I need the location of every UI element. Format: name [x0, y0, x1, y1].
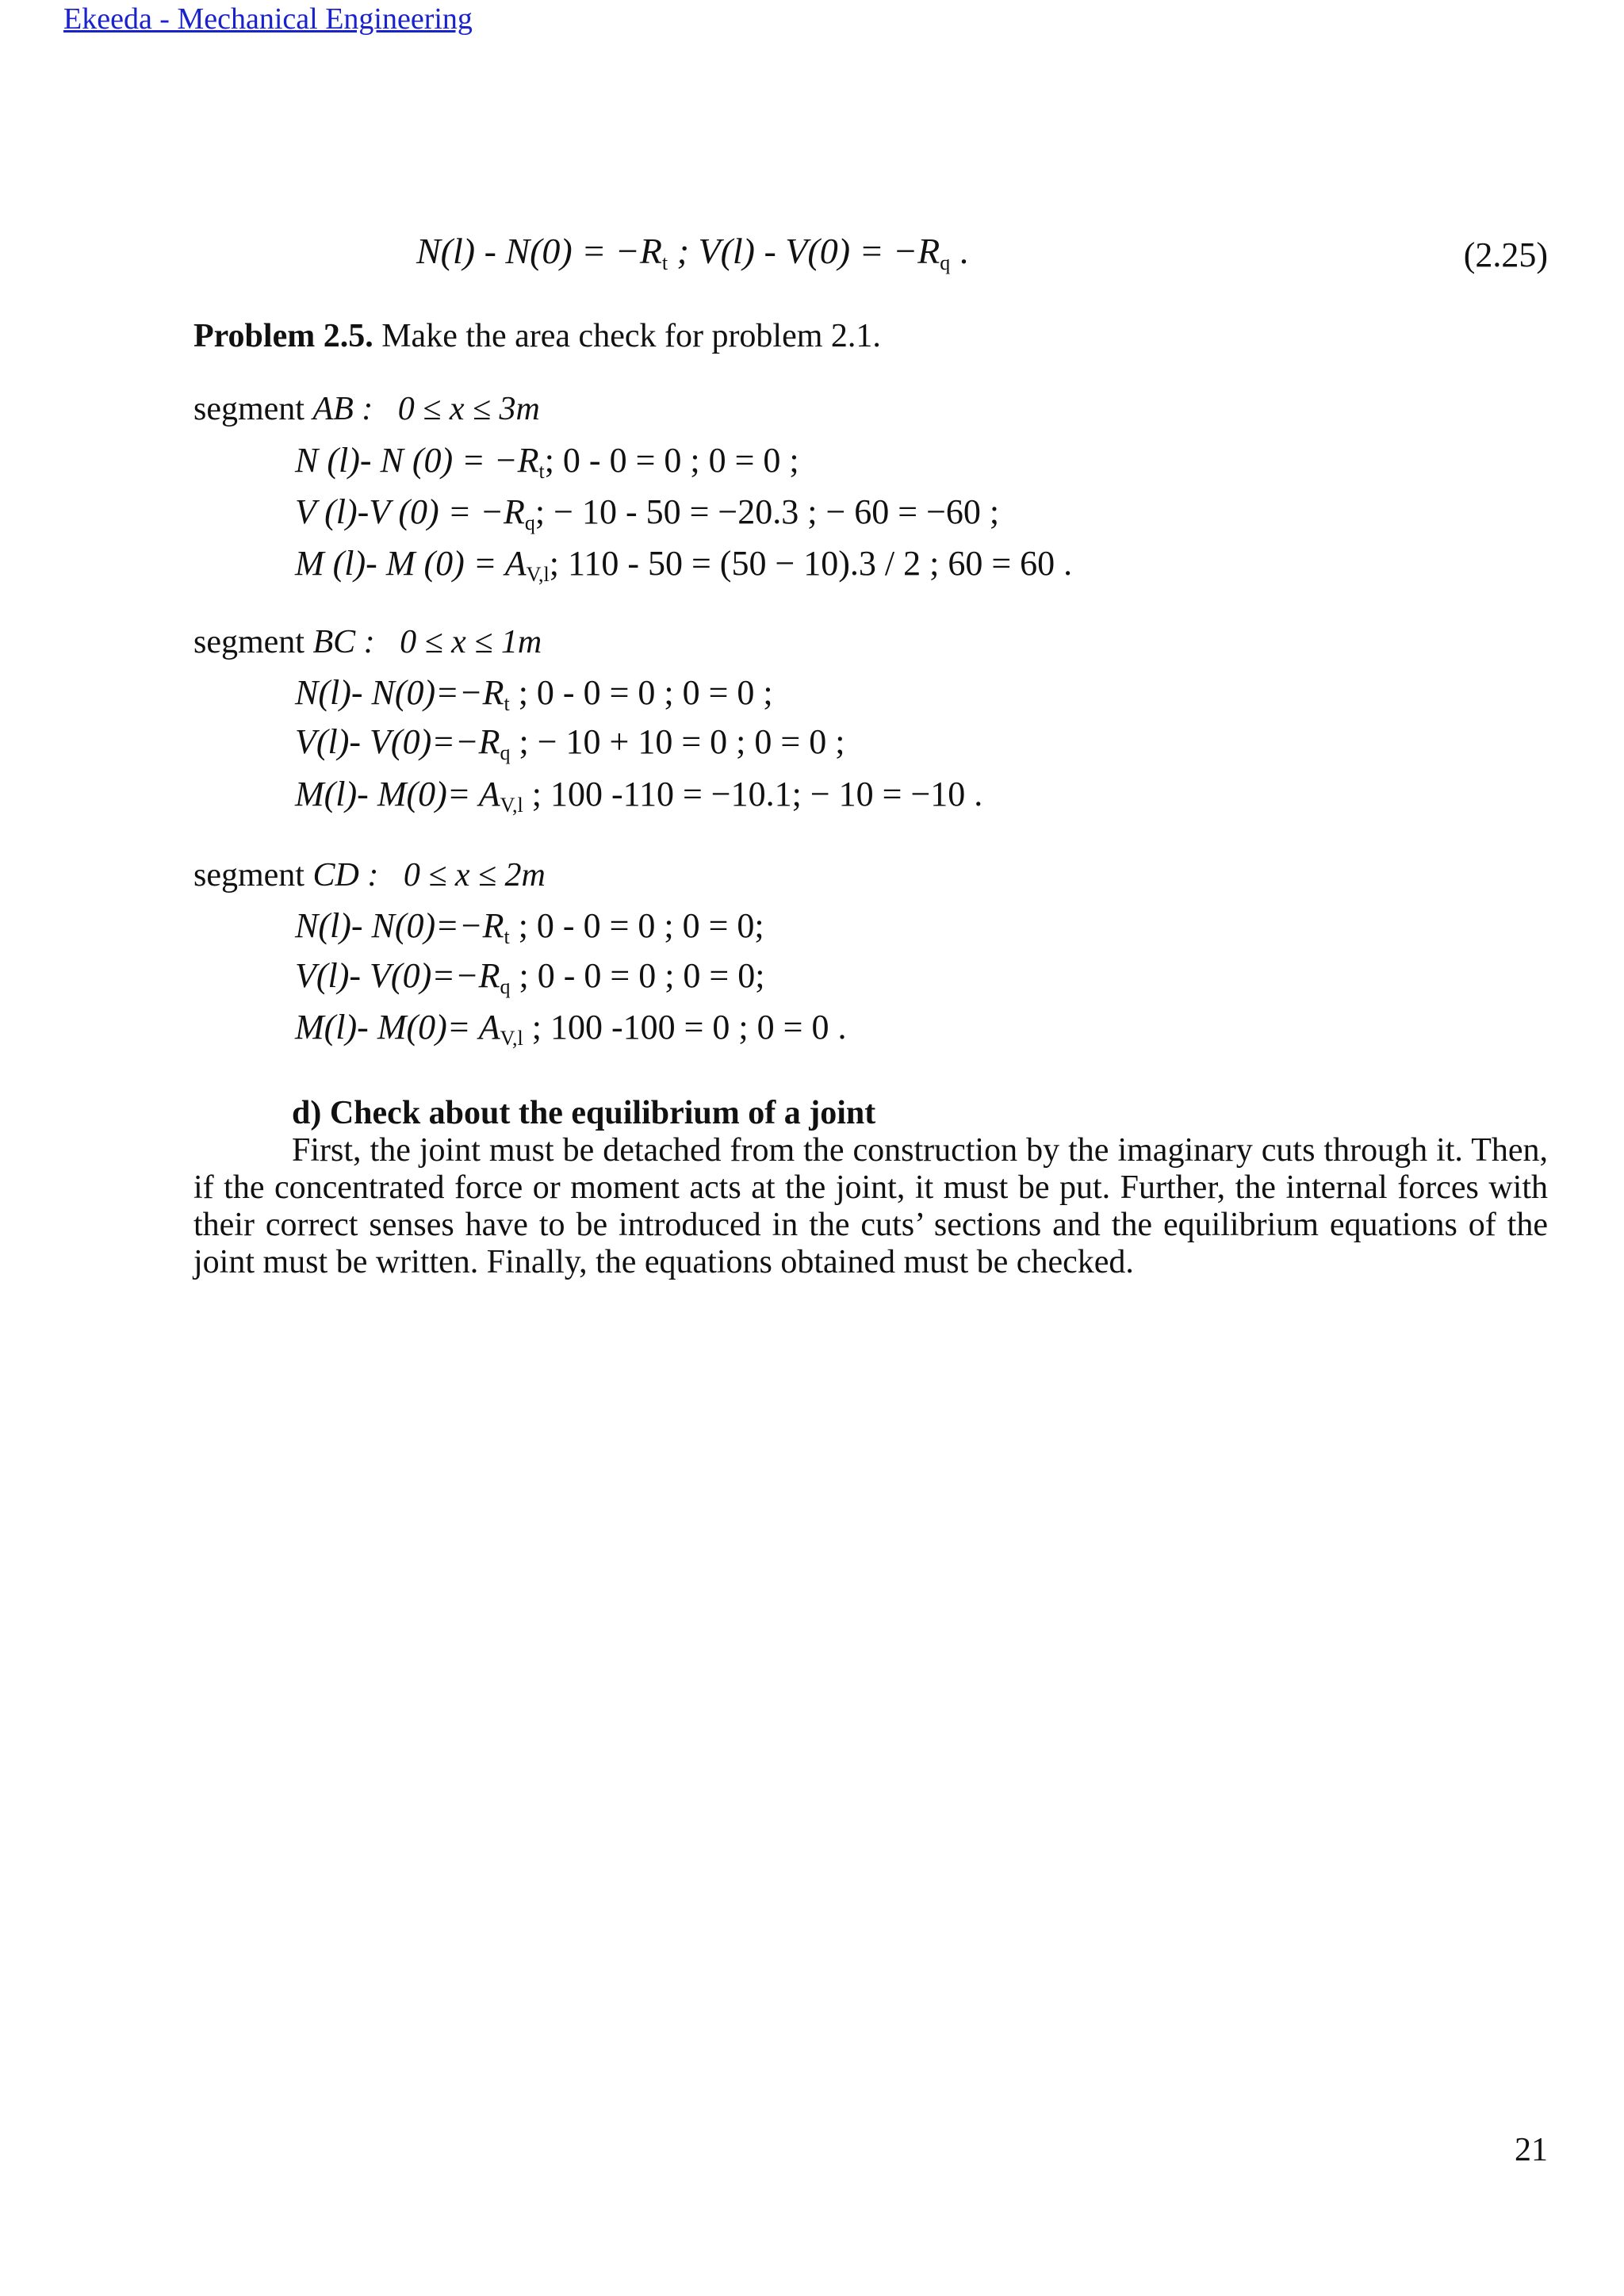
eq-mid-sub: q	[940, 251, 951, 274]
eq-sub: t	[538, 460, 545, 483]
segment-bc-equation-n	[295, 672, 773, 716]
eq-lhs: V(l)- V(0)=−R	[295, 956, 500, 995]
segment-range: 0 ≤ x ≤ 1m	[400, 624, 542, 660]
eq-rhs: ; − 10 - 50 = −20.3 ; − 60 = −60 ;	[534, 492, 1000, 531]
eq-sub: V,l	[500, 1027, 523, 1050]
eq-left: N(l) - N(0) = −R	[416, 231, 662, 271]
eq-rhs: ; 0 - 0 = 0 ; 0 = 0 ;	[544, 441, 799, 480]
eq-lhs: M(l)- M(0)= A	[295, 1008, 500, 1047]
segment-name: BC :	[312, 624, 375, 660]
eq-sub: t	[504, 925, 510, 948]
problem-label: Problem 2.5.	[193, 318, 373, 354]
segment-name: CD :	[312, 857, 379, 894]
eq-rhs: ; 100 -110 = −10.1; − 10 = −10 .	[523, 775, 983, 813]
eq-sub: t	[504, 692, 510, 715]
eq-lhs: N(l)- N(0)=−R	[295, 673, 504, 712]
segment-range: 0 ≤ x ≤ 3m	[397, 391, 540, 427]
eq-sub: q	[500, 741, 511, 764]
segment-title: segment	[193, 624, 313, 660]
segment-cd-equation-v	[295, 955, 764, 999]
segment-cd-heading	[193, 856, 546, 894]
eq-rhs: ; − 10 + 10 = 0 ; 0 = 0 ;	[510, 722, 845, 761]
segment-range: 0 ≤ x ≤ 2m	[403, 857, 546, 894]
eq-rhs: ; 0 - 0 = 0 ; 0 = 0;	[510, 956, 765, 995]
problem-statement	[193, 317, 881, 355]
segment-ab-heading	[193, 390, 540, 428]
eq-lhs: V (l)-V (0) = −R	[295, 492, 525, 531]
section-d-paragraph	[193, 1132, 1548, 1281]
segment-title: segment	[193, 857, 313, 894]
section-d-title: d) Check about the equilibrium of a joint	[292, 1095, 876, 1131]
eq-lhs: V(l)- V(0)=−R	[295, 722, 500, 761]
eq-lhs: M (l)- M (0) = A	[295, 544, 527, 583]
paragraph-text: First, the joint must be detached from the construction by the imaginary cuts through it. Then, if the concentrated force or moment acts at the joint, it must be put. Further, the internal forces with their correct senses have to be introduced in the cuts’ sections and the equilibrium equations of the joint must be written. Finally, the equations obtained must be checked.	[193, 1132, 1548, 1280]
eq-end: .	[950, 231, 969, 271]
eq-rhs: ; 0 - 0 = 0 ; 0 = 0;	[509, 906, 764, 945]
eq-sub: q	[500, 975, 511, 998]
header-link[interactable]: Ekeeda - Mechanical Engineering	[63, 2, 473, 36]
segment-ab-equation-n	[295, 440, 799, 484]
eq-lhs: N (l)- N (0) = −R	[295, 441, 539, 480]
equation-number: (2.25)	[1463, 235, 1548, 274]
eq-lhs: M(l)- M(0)= A	[295, 775, 500, 813]
eq-rhs: ; 100 -100 = 0 ; 0 = 0 .	[523, 1008, 847, 1047]
segment-ab-equation-m	[295, 543, 1072, 587]
page-number: 21	[1515, 2132, 1548, 2168]
segment-bc-heading	[193, 623, 542, 661]
eq-sub: V,l	[526, 563, 550, 586]
eq-sub: V,l	[500, 794, 523, 817]
segment-title: segment	[193, 391, 313, 427]
eq-left-sub: t	[661, 251, 668, 274]
problem-text: Make the area check for problem 2.1.	[373, 318, 881, 354]
segment-bc-equation-v	[295, 721, 845, 765]
eq-mid: ; V(l) - V(0) = −R	[668, 231, 940, 271]
segment-cd-equation-n	[295, 905, 764, 949]
segment-name: AB :	[312, 391, 373, 427]
segment-cd-equation-m	[295, 1007, 846, 1050]
eq-rhs: ; 110 - 50 = (50 − 10).3 / 2 ; 60 = 60 .	[549, 544, 1073, 583]
eq-sub: q	[524, 511, 535, 534]
eq-lhs: N(l)- N(0)=−R	[295, 906, 504, 945]
eq-rhs: ; 0 - 0 = 0 ; 0 = 0 ;	[509, 673, 773, 712]
segment-ab-equation-v	[295, 492, 999, 535]
segment-bc-equation-m	[295, 774, 982, 817]
equation-2-25	[416, 230, 968, 275]
